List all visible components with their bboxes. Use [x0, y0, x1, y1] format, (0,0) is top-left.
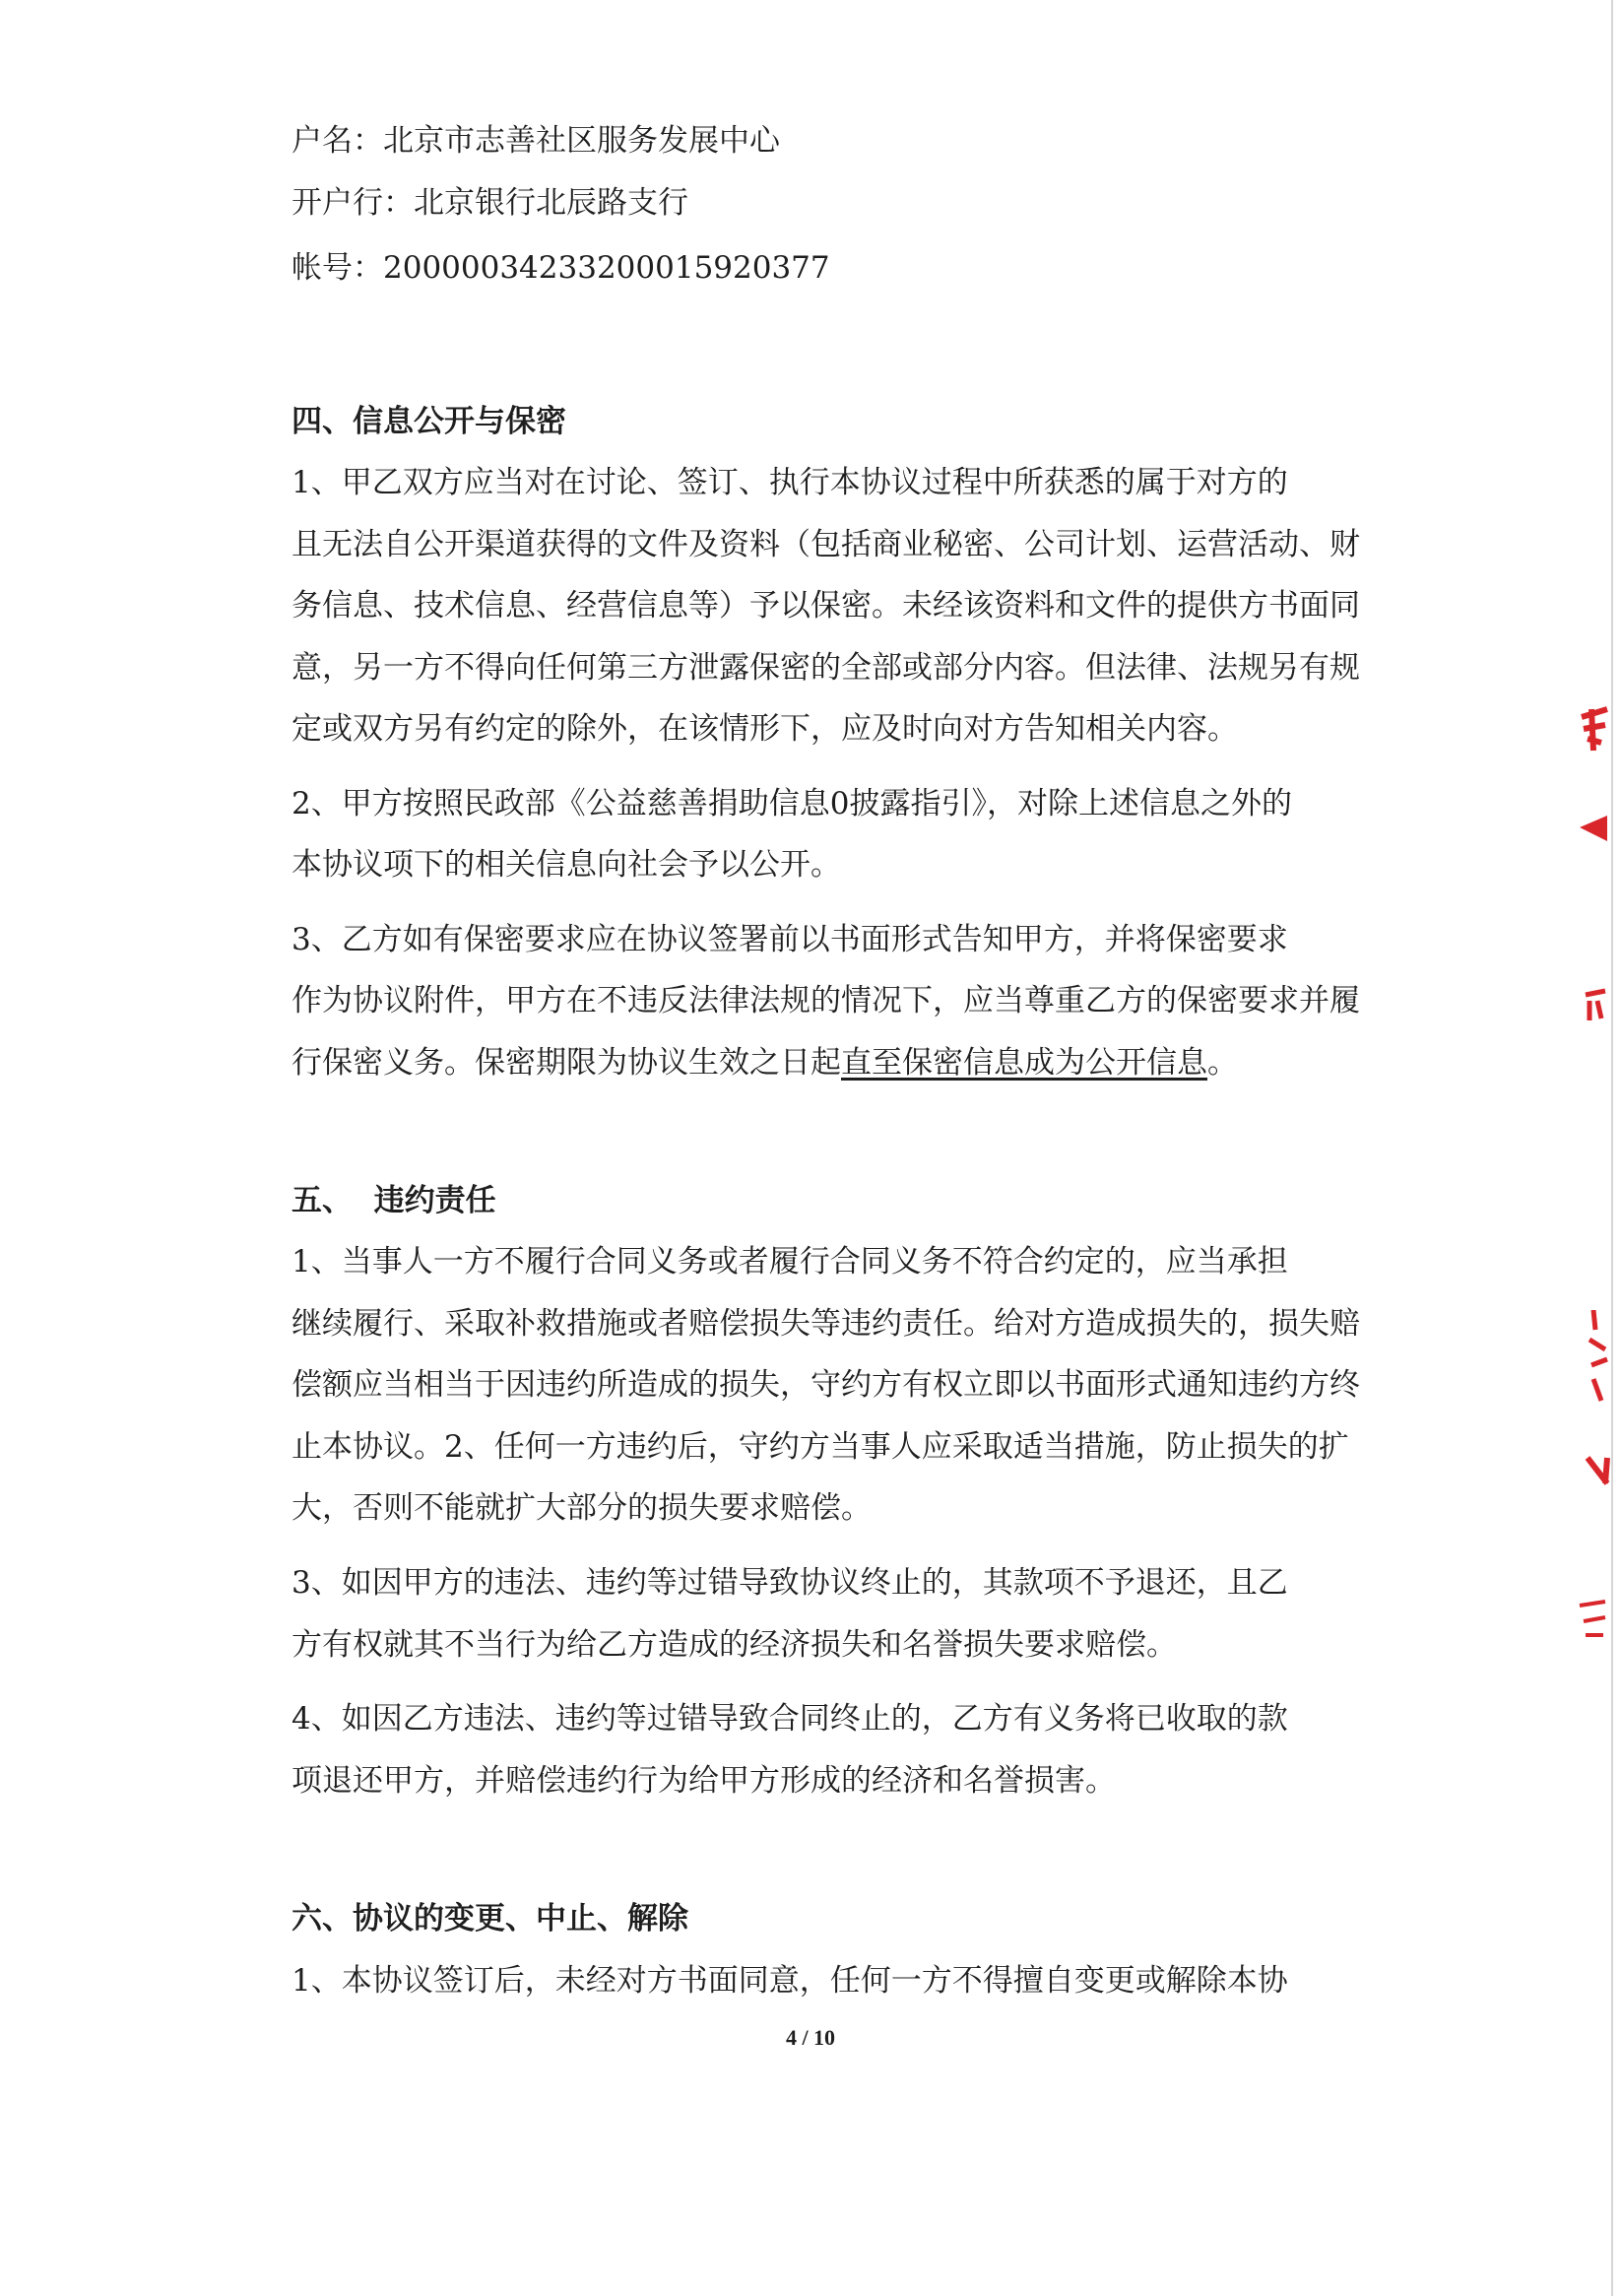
account-name-line: 户名：北京市志善社区服务发展中心	[292, 123, 780, 159]
account-number-line: 帐号：20000034233200015920377	[292, 250, 830, 286]
section4-p1-line2: 且无法自公开渠道获得的文件及资料（包括商业秘密、公司计划、运营活动、财	[292, 527, 1360, 562]
section5-p1-line2: 继续履行、采取补救措施或者赔偿损失等违约责任。给对方造成损失的，损失赔	[292, 1306, 1360, 1342]
section4-p1-line1: 1、甲乙双方应当对在讨论、签订、执行本协议过程中所获悉的属于对方的	[292, 465, 1288, 500]
section4-p3-suffix: 。	[1207, 1045, 1238, 1081]
section5-p4-line1: 4、如因乙方违法、违约等过错导致合同终止的，乙方有义务将已收取的款	[292, 1701, 1288, 1737]
section5-p4-line2: 项退还甲方，并赔偿违约行为给甲方形成的经济和名誉损害。	[292, 1763, 1116, 1799]
section4-p3-line1: 3、乙方如有保密要求应在协议签署前以书面形式告知甲方，并将保密要求	[292, 922, 1288, 957]
section5-heading: 五、 违约责任	[292, 1183, 496, 1218]
section5-p1-line3: 偿额应当相当于因违约所造成的损失，守约方有权立即以书面形式通知违约方终	[292, 1367, 1360, 1403]
section4-heading: 四、信息公开与保密	[292, 404, 566, 439]
section5-p1-line5: 大，否则不能就扩大部分的损失要求赔偿。	[292, 1490, 872, 1526]
section4-p1-line4: 意，另一方不得向任何第三方泄露保密的全部或部分内容。但法律、法规另有规	[292, 650, 1360, 686]
section5-p1-line4: 止本协议。2、任何一方违约后，守约方当事人应采取适当措施，防止损失的扩	[292, 1429, 1349, 1465]
section4-p1-line3: 务信息、技术信息、经营信息等）予以保密。未经该资料和文件的提供方书面同	[292, 588, 1360, 623]
seal-fragment-bottom	[1572, 1310, 1611, 1674]
section4-p3-underlined: 直至保密信息成为公开信息	[841, 1045, 1207, 1081]
page-number: 4 / 10	[785, 2025, 836, 2050]
section4-p2-line1: 2、甲方按照民政部《公益慈善捐助信息0披露指引》，对除上述信息之外的	[292, 786, 1292, 821]
section4-p1-line5: 定或双方另有约定的除外，在该情形下，应及时向对方告知相关内容。	[292, 711, 1238, 747]
section4-p3-line3	[292, 1043, 1375, 1082]
page-edge-line	[1611, 0, 1613, 2296]
section4-p2-line2: 本协议项下的相关信息向社会予以公开。	[292, 847, 841, 883]
section4-p3-prefix: 行保密义务。保密期限为协议生效之日起	[292, 1045, 841, 1081]
seal-fragment-top	[1572, 699, 1611, 1133]
account-bank-line: 开户行：北京银行北辰路支行	[292, 185, 688, 221]
section6-heading: 六、协议的变更、中止、解除	[292, 1901, 688, 1936]
section5-p1-line1: 1、当事人一方不履行合同义务或者履行合同义务不符合约定的，应当承担	[292, 1244, 1288, 1279]
section6-p1-line1: 1、本协议签订后，未经对方书面同意，任何一方不得擅自变更或解除本协	[292, 1963, 1288, 1999]
section5-p3-line2: 方有权就其不当行为给乙方造成的经济损失和名誉损失要求赔偿。	[292, 1627, 1177, 1663]
section5-p3-line1: 3、如因甲方的违法、违约等过错导致协议终止的，其款项不予退还，且乙	[292, 1565, 1288, 1601]
section4-p3-line2: 作为协议附件，甲方在不违反法律法规的情况下，应当尊重乙方的保密要求并履	[292, 983, 1360, 1018]
